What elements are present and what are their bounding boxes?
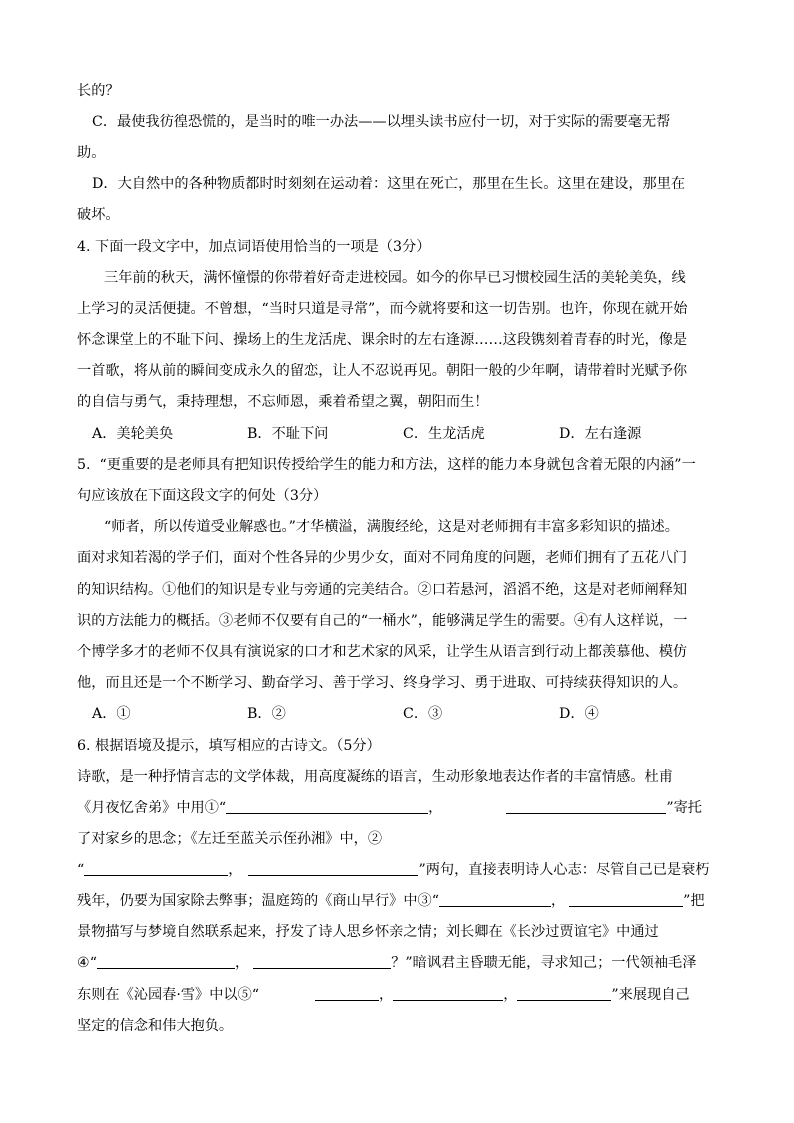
answer-blank-1b[interactable] <box>506 799 666 814</box>
q6-line9: 坚定的信念和伟大抱负。 <box>77 1018 234 1034</box>
q6-line3: 了对家乡的思念；《左迁至蓝关示侄孙湘》中，② <box>77 831 383 847</box>
answer-blank-5a[interactable] <box>315 986 379 1001</box>
answer-blank-3a[interactable] <box>439 892 551 907</box>
q6-line6: 景物描写与梦境自然联系起来，抒发了诗人思乡怀亲之情；刘长卿在《长沙过贾谊宅》中通过 <box>77 924 659 940</box>
q4-stem: 4. 下面一段文字中，加点词语使用恰当的一项是（3分） <box>77 239 431 255</box>
q5-passage-line2: 面对求知若渴的学子们，面对个性各异的少男少女，面对不同角度的问题，老师们拥有了五花八门 <box>77 550 688 566</box>
q4-passage-line2: 上学习的灵活便捷。不曾想，“当时只道是寻常”，而今就将要和这一切告别。也许，你现在就开始 <box>77 301 688 317</box>
answer-blank-3b[interactable] <box>569 892 683 907</box>
q5-passage-line5: 个博学多才的老师不仅具有演说家的口才和艺术家的风采，让学生从语言到行动上都羡慕他、模仿 <box>77 644 688 660</box>
q3-option-d-line1: D．大自然中的各种物质都时时刻刻在运动着：这里在死亡，那里在生长。这里在建设，那里在 <box>92 176 686 192</box>
answer-blank-2b[interactable] <box>248 861 418 876</box>
q4-option-b: B．不耻下问 <box>247 426 329 442</box>
q3-option-c-line1: C．最使我彷徨恐慌的，是当时的唯一办法——以埋头读书应付一切，对于实际的需要毫无帮 <box>92 114 671 130</box>
answer-blank-5b[interactable] <box>393 986 503 1001</box>
q6-line5: 残年，仍要为国家除去弊事；温庭筠的《商山早行》中③“ ， ”把 <box>77 893 705 909</box>
q4-option-a: A．美轮美奂 <box>92 426 174 442</box>
q4-passage-line3: 怀念课堂上的不耻下问、操场上的生龙活虎、课余时的左右逢源……这段镌刻着青春的时光，像是 <box>77 332 688 348</box>
q6-line1: 诗歌，是一种抒情言志的文学体裁，用高度凝练的语言，生动形象地表达作者的丰富情感。杜甫 <box>77 769 673 785</box>
q4-passage-line4: 一首歌，将从前的瞬间变成永久的留恋，让人不忍说再见。朝阳一般的少年啊，请带着时光赋予你 <box>77 363 688 379</box>
q3-option-d-line2: 破坏。 <box>77 207 120 223</box>
q6-stem: 6. 根据语境及提示，填写相应的古诗文。（5分） <box>77 738 381 754</box>
q3-option-c-line2: 助。 <box>77 145 106 161</box>
q4-option-d: D．左右逢源 <box>559 426 642 442</box>
q6-line7: ④“ ， ？”暗讽君主昏聩无能，寻求知己；一代领袖毛泽 <box>77 955 697 971</box>
q4-passage-line1: 三年前的秋天，满怀憧憬的你带着好奇走进校园。如今的你早已习惯校园生活的美轮美奂，线 <box>104 270 686 286</box>
q5-passage-line4: 识的方法能力的概括。③老师不仅要有自己的“一桶水”，能够满足学生的需要。④有人这样说，一 <box>77 613 688 629</box>
q5-option-a: A．① <box>92 706 131 722</box>
answer-blank-4a[interactable] <box>97 954 235 969</box>
answer-blank-2a[interactable] <box>84 861 228 876</box>
answer-blank-4b[interactable] <box>253 954 391 969</box>
answer-blank-1a[interactable] <box>226 799 428 814</box>
q6-line8: 东则在《沁园春·雪》中以⑤“ ， ， ”来展现自己 <box>77 987 690 1003</box>
q4-option-c: C．生龙活虎 <box>403 426 485 442</box>
answer-blank-5c[interactable] <box>517 986 611 1001</box>
q5-option-b: B．② <box>247 706 286 722</box>
q3-tail: 长的？ <box>77 83 120 99</box>
q5-option-c: C．③ <box>403 706 443 722</box>
q4-passage-line5: 的自信与勇气，秉持理想，不忘师恩，乘着希望之翼，朝阳而生！ <box>77 394 489 410</box>
q6-line4: “ ， ”两句，直接表明诗人心志：尽管自己已是衰朽 <box>77 862 710 878</box>
q5-passage-line1: “师者，所以传道受业解惑也。”才华横溢，满腹经纶，这是对老师拥有丰富多彩知识的描述。 <box>104 519 679 535</box>
q5-passage-line6: 他，而且还是一个不断学习、勤奋学习、善于学习、终身学习、勇于进取、可持续获得知识的人。 <box>77 675 688 691</box>
q6-line2: 《月夜忆舍弟》中用①“ ， ”寄托 <box>77 800 702 816</box>
q5-option-d: D．④ <box>559 706 599 722</box>
q5-passage-line3: 的知识结构。①他们的知识是专业与旁通的完美结合。②口若悬河，滔滔不绝，这是对老师阐释知 <box>77 582 688 598</box>
q5-stem-line1: 5. “更重要的是老师具有把知识传授给学生的能力和方法，这样的能力本身就包含着无限的内涵”一 <box>77 457 696 473</box>
q5-stem-line2: 句应该放在下面这段文字的何处（3分） <box>77 488 328 504</box>
